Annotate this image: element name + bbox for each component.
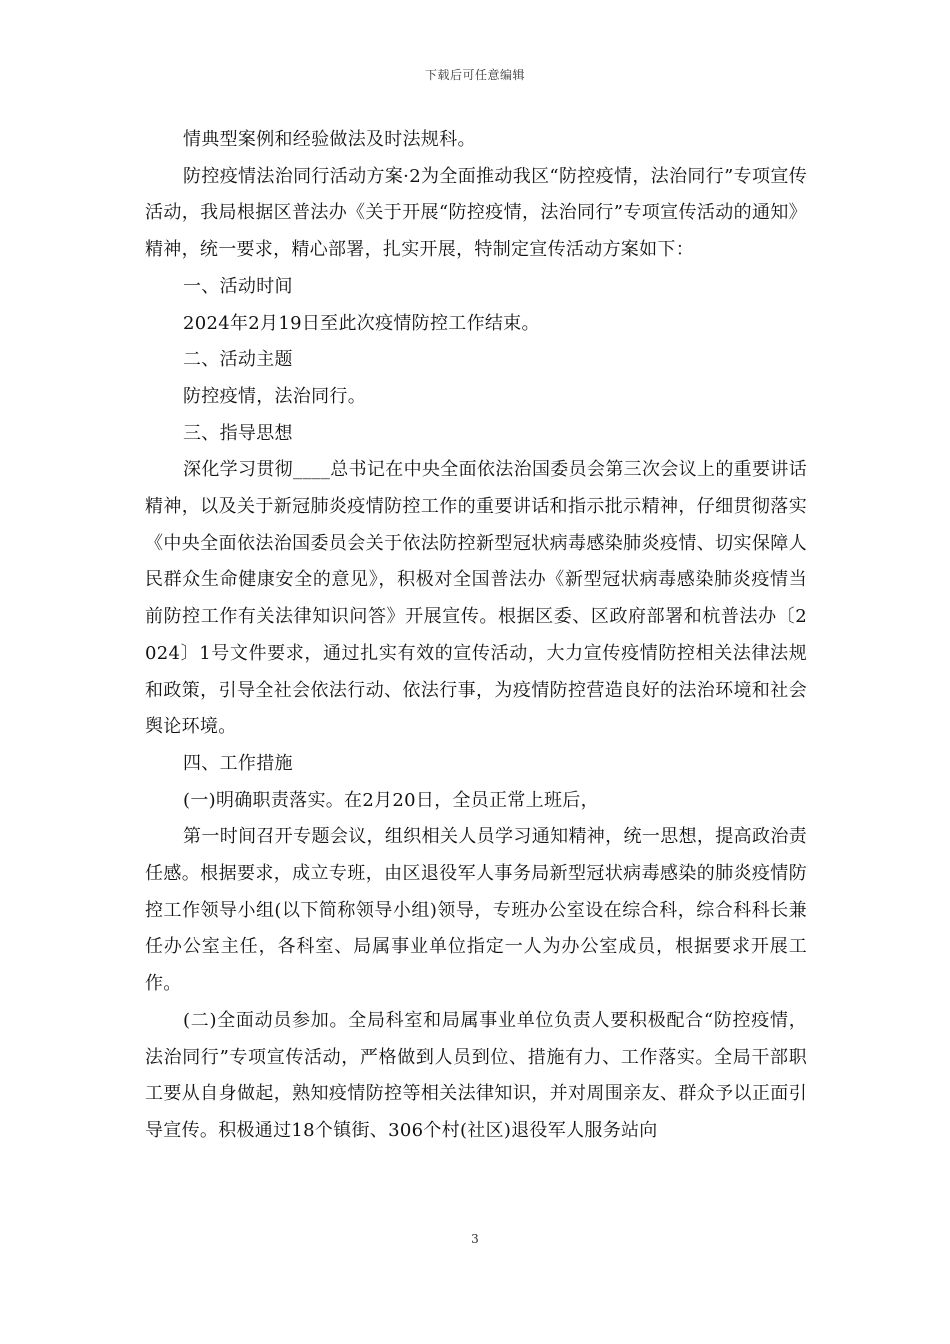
paragraph-theme: 防控疫情，法治同行。 — [183, 385, 366, 407]
section-heading-measures: 四、工作措施 — [183, 752, 293, 774]
page-header: 下载后可任意编辑 — [424, 68, 525, 82]
paragraph-guidance: 深化学习贯彻____总书记在中央全面依法治国委员会第三次会议上的重要讲话精神，以及关于新冠肺炎疫情防控工作的重要讲话和指示批示精神，仔细贯彻落实《中央全面依法治国委员会关于依法防控新型冠状病毒感染肺炎疫情、切实保障人民群众生命健康安全的意见》，积极对全国普法办《新型冠状病毒感染肺炎疫情当前防控工作有关法律知识问答》开展宣传。根据区委、区政府部署和杭普法办〔2024〕1号文件要求，通过扎实有效的宣传活动，大力宣传疫情防控相关法律法规和政策，引导全社会依法行动、依法行事，为疫情防控营造良好的法治环境和社会舆论环境。 — [145, 459, 807, 738]
page-number: 3 — [471, 1232, 479, 1246]
paragraph-measure-1: (一)明确职责落实。在2月20日，全员正常上班后， — [183, 789, 599, 811]
paragraph-measure-1-cont: 第一时间召开专题会议，组织相关人员学习通知精神，统一思想，提高政治责任感。根据要求，成立专班，由区退役军人事务局新型冠状病毒感染的肺炎疫情防控工作领导小组(以下简称领导小组)领导，专班办公室设在综合科，综合科科长兼任办公室主任，各科室、局属事业单位指定一人为办公室成员，根据要求开展工作。 — [145, 826, 807, 995]
paragraph-measure-2: (二)全面动员参加。全局科室和局属事业单位负责人要积极配合“防控疫情，法治同行”专项宣传活动，严格做到人员到位、措施有力、工作落实。全局干部职工要从自身做起，熟知疫情防控等相关法律知识，并对周围亲友、群众予以正面引导宣传。积极通过18个镇街、306个村(社区)退役军人服务站向 — [145, 1009, 807, 1141]
paragraph-time: 2024年2月19日至此次疫情防控工作结束。 — [183, 312, 540, 334]
section-heading-theme: 二、活动主题 — [183, 349, 293, 371]
paragraph-1: 情典型案例和经验做法及时法规科。 — [183, 129, 476, 150]
section-heading-time: 一、活动时间 — [183, 275, 293, 297]
section-heading-guidance: 三、指导思想 — [183, 422, 293, 444]
document-body — [145, 122, 807, 1150]
paragraph-2: 防控疫情法治同行活动方案·2为全面推动我区“防控疫情，法治同行”专项宣传活动，我局根据区普法办《关于开展“防控疫情，法治同行”专项宣传活动的通知》精神，统一要求，精心部署，扎实开展，特制定宣传活动方案如下： — [145, 165, 807, 261]
